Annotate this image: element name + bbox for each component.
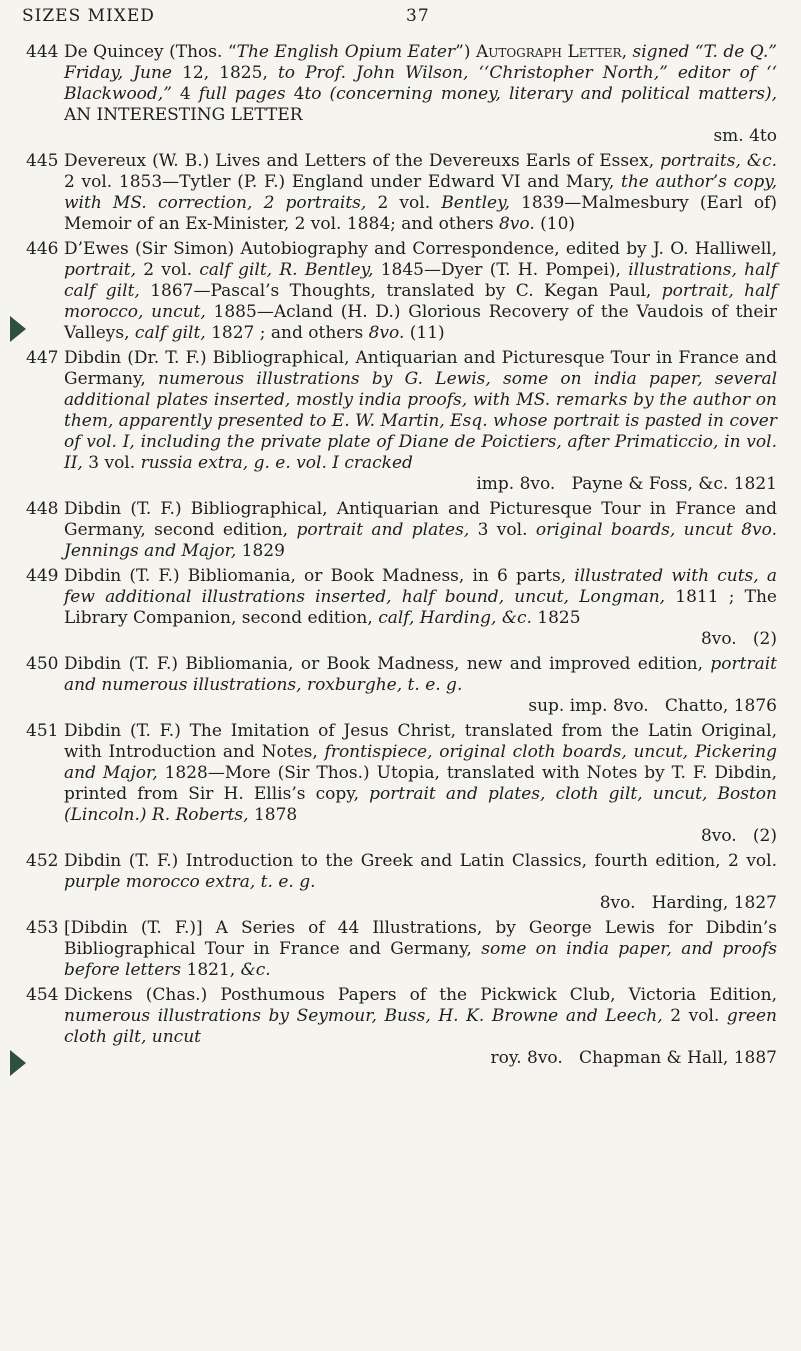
lot-description bbox=[64, 566, 777, 629]
description-fragment: The English Opium Eater bbox=[236, 42, 456, 62]
description-fragment: numerous illustrations by G. Lewis, some on india paper, several additional plates inserted, mostly india proofs, with MS. remarks by the author on them, apparently presented to E. W. Martin, Esq. whose portrait is pasted in cover of vol. I, including the private plate of Diane de Poictiers, after Primaticcio, in vol. II, bbox=[64, 369, 778, 473]
lot-imprint: sm. 4to bbox=[713, 126, 777, 146]
description-fragment: ”) bbox=[455, 42, 476, 62]
description-fragment: 1845—Dyer (T. H. Pompei), bbox=[373, 260, 629, 280]
description-fragment: purple morocco extra, t. e. g. bbox=[64, 872, 316, 892]
lot-number: 444 bbox=[26, 42, 59, 62]
description-fragment: 1825 bbox=[531, 608, 581, 628]
description-fragment: the author’s copy, with MS. correction, 2 portraits, bbox=[64, 172, 777, 213]
description-fragment: Dibdin (T. F.) Bibliomania, or Book Madness, in 6 parts, bbox=[64, 566, 575, 586]
description-fragment: Dibdin (T. F.) The Imitation of Jesus Christ, translated from the Latin Original, with Introduction and Notes, bbox=[64, 721, 777, 762]
lot-description bbox=[64, 985, 777, 1048]
description-fragment: 1867—Pascal’s Thoughts, translated by C. Kegan Paul, bbox=[139, 281, 662, 301]
description-fragment: calf, Harding, &c. bbox=[378, 608, 532, 628]
description-fragment: 1885—Acland (H. D.) Glorious Recovery of the Vaudois of their Valleys, bbox=[64, 302, 777, 343]
catalogue-entry bbox=[0, 985, 801, 1069]
lot-number: 451 bbox=[26, 721, 59, 741]
lot-number: 448 bbox=[26, 499, 59, 519]
lot-number: 453 bbox=[26, 918, 59, 938]
description-fragment: 1828—More (Sir Thos.) Utopia, translated with Notes by T. F. Dibdin, printed from Sir H. Ellis’s copy, bbox=[64, 763, 777, 804]
catalogue-entry bbox=[0, 348, 801, 495]
section-title: SIZES MIXED bbox=[22, 6, 155, 26]
lot-description bbox=[64, 721, 777, 826]
description-fragment: 2 vol. 1853—Tytler (P. F.) England under Edward VI and Mary, bbox=[64, 172, 622, 192]
description-fragment: 1811 ; The Library Companion, second edition, bbox=[64, 587, 777, 628]
catalogue-entry bbox=[0, 918, 801, 981]
description-fragment: portrait and numerous illustrations, roxburghe, t. e. g. bbox=[64, 654, 777, 695]
description-fragment: 3 vol. bbox=[469, 520, 536, 540]
catalogue-entry bbox=[0, 42, 801, 147]
description-fragment: calf gilt, bbox=[134, 323, 206, 343]
lot-imprint: imp. 8vo. Payne & Foss, &c. 1821 bbox=[476, 474, 777, 494]
description-fragment: 4 bbox=[285, 84, 305, 104]
catalogue-entry bbox=[0, 151, 801, 235]
lot-number: 449 bbox=[26, 566, 59, 586]
description-fragment: calf gilt, R. Bentley, bbox=[199, 260, 374, 280]
description-fragment: russia extra, g. e. vol. I cracked bbox=[140, 453, 413, 473]
description-fragment: Dibdin (Dr. T. F.) Bibliographical, Antiquarian and Picturesque Tour in France and Germany, bbox=[64, 348, 777, 389]
lot-description bbox=[64, 654, 777, 696]
description-fragment: 4 bbox=[171, 84, 199, 104]
lot-number: 447 bbox=[26, 348, 59, 368]
description-fragment: Dickens (Chas.) Posthumous Papers of the Pickwick Club, Victoria Edition, bbox=[64, 985, 777, 1005]
description-fragment: portrait and plates, bbox=[296, 520, 470, 540]
description-fragment: portraits, &c. bbox=[660, 151, 777, 171]
description-fragment: 8vo. bbox=[498, 214, 535, 234]
catalogue-entry bbox=[0, 851, 801, 914]
description-fragment: Dibdin (T. F.) Bibliographical, Antiquarian and Picturesque Tour in France and Germany, second edition, bbox=[64, 499, 777, 540]
description-fragment bbox=[733, 520, 741, 540]
description-fragment: Autograph Letter, bbox=[475, 42, 627, 62]
lot-number: 452 bbox=[26, 851, 59, 871]
description-fragment: Devereux (W. B.) Lives and Letters of the Devereuxs Earls of Essex, bbox=[64, 151, 661, 171]
catalogue-entry bbox=[0, 654, 801, 717]
description-fragment: illustrations, half calf gilt, bbox=[64, 260, 777, 301]
lot-imprint: sup. imp. 8vo. Chatto, 1876 bbox=[528, 696, 777, 716]
lot-imprint: 8vo. (2) bbox=[700, 629, 777, 649]
page-number: 37 bbox=[406, 6, 430, 26]
lot-imprint: 8vo. (2) bbox=[700, 826, 777, 846]
description-fragment: 8vo. Jennings and Major, bbox=[64, 520, 777, 561]
description-fragment: numerous illustrations by Seymour, Buss, H. K. Browne and Leech, bbox=[64, 1006, 663, 1026]
description-fragment: Bentley, bbox=[441, 193, 510, 213]
description-fragment: 1827 ; and others bbox=[205, 323, 369, 343]
catalogue-entry bbox=[0, 566, 801, 650]
lot-imprint: roy. 8vo. Chapman & Hall, 1887 bbox=[490, 1048, 777, 1068]
lot-description bbox=[64, 851, 777, 893]
description-fragment: original boards, uncut bbox=[535, 520, 733, 540]
description-fragment: Dibdin (T. F.) Bibliomania, or Book Madness, new and improved edition, bbox=[64, 654, 711, 674]
description-fragment: 1839—Malmesbury (Earl of) Memoir of an Ex-Minister, 2 vol. 1884; and others bbox=[64, 193, 777, 234]
lot-description bbox=[64, 239, 777, 344]
description-fragment: green cloth gilt, uncut bbox=[64, 1006, 777, 1047]
description-fragment: &c. bbox=[240, 960, 271, 980]
description-fragment: frontispiece, original cloth boards, uncut, Pickering and Major, bbox=[64, 742, 777, 783]
description-fragment: De Quincey (Thos. “ bbox=[64, 42, 237, 62]
description-fragment: 2 vol. bbox=[136, 260, 200, 280]
description-fragment: illustrated with cuts, a few additional illustrations inserted, half bound, uncut, Longman, bbox=[64, 566, 777, 607]
description-fragment: (11) bbox=[404, 323, 445, 343]
lot-description bbox=[64, 42, 777, 126]
lot-number: 450 bbox=[26, 654, 59, 674]
description-fragment: 1878 bbox=[248, 805, 298, 825]
lot-number: 454 bbox=[26, 985, 59, 1005]
description-fragment: to Prof. John Wilson, ‘‘Christopher North,” editor of ‘‘ Blackwood,” bbox=[64, 63, 777, 104]
description-fragment: 1829 bbox=[236, 541, 285, 561]
page-header bbox=[22, 6, 779, 34]
description-fragment: AN INTERESTING LETTER bbox=[64, 105, 303, 125]
description-fragment: portrait, bbox=[64, 260, 137, 280]
description-fragment: full pages bbox=[198, 84, 286, 104]
description-fragment: Dibdin (T. F.) Introduction to the Greek and Latin Classics, fourth edition, 2 vol. bbox=[64, 851, 777, 871]
description-fragment: 12, 1825, bbox=[171, 63, 278, 83]
lot-description bbox=[64, 348, 777, 474]
description-fragment: 8vo. bbox=[368, 323, 405, 343]
description-fragment: to (concerning money, literary and political matters), bbox=[304, 84, 777, 104]
catalogue-entries bbox=[0, 42, 801, 1073]
description-fragment: portrait, half morocco, uncut, bbox=[64, 281, 777, 322]
lot-number: 445 bbox=[26, 151, 59, 171]
description-fragment: [Dibdin (T. F.)] A Series of 44 Illustrations, by George Lewis for Dibdin’s Bibliographical Tour in France and Germany, bbox=[64, 918, 777, 959]
description-fragment: (10) bbox=[534, 214, 576, 234]
lot-number: 446 bbox=[26, 239, 59, 259]
description-fragment: some on india paper, and proofs before letters bbox=[64, 939, 777, 980]
description-fragment: 2 vol. bbox=[662, 1006, 727, 1026]
description-fragment: 1821, bbox=[181, 960, 241, 980]
description-fragment: signed “T. de Q.” Friday, June bbox=[64, 42, 777, 83]
catalogue-entry bbox=[0, 499, 801, 562]
description-fragment: D’Ewes (Sir Simon) Autobiography and Correspondence, edited by J. O. Halliwell, bbox=[64, 239, 777, 259]
description-fragment: 2 vol. bbox=[366, 193, 442, 213]
lot-description bbox=[64, 918, 777, 981]
description-fragment: 3 vol. bbox=[82, 453, 141, 473]
lot-imprint: 8vo. Harding, 1827 bbox=[599, 893, 777, 913]
catalogue-entry bbox=[0, 721, 801, 847]
lot-description bbox=[64, 499, 777, 562]
catalogue-entry bbox=[0, 239, 801, 344]
lot-description bbox=[64, 151, 777, 235]
description-fragment: portrait and plates, cloth gilt, uncut, Boston (Lincoln.) R. Roberts, bbox=[64, 784, 777, 825]
